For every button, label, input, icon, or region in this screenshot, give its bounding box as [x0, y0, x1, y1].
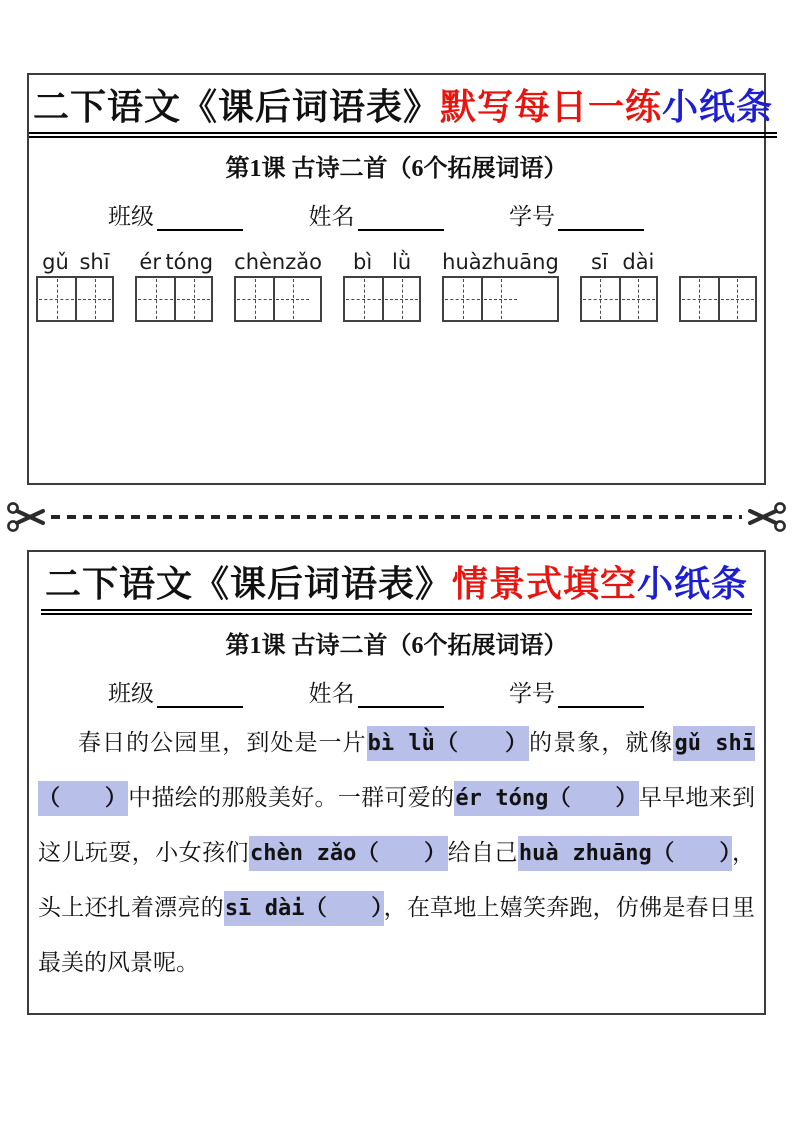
pinyin-syllable: gǔ	[42, 250, 69, 275]
name-field	[309, 675, 444, 708]
passage-blank-er-tong: ér tóng（ ）	[454, 781, 639, 816]
passage-blank-si-dai: sī dài（ ）	[224, 891, 384, 926]
pinyin-label	[580, 245, 658, 276]
class-field	[108, 675, 243, 708]
pinyin-label-empty	[679, 245, 757, 276]
title-red-part: 默写每日一练	[440, 87, 663, 127]
writing-cell	[444, 278, 481, 320]
writing-cell	[481, 278, 518, 320]
writing-cell	[582, 278, 619, 320]
passage-text: 早早地来到这儿玩耍，小女孩们	[38, 785, 756, 866]
name-label: 姓名	[308, 681, 355, 707]
scissors-icon-right	[745, 500, 787, 534]
passage-text: 的景象，就像	[529, 730, 674, 756]
pinyin-syllable: zhuāng	[481, 250, 559, 275]
writing-cell	[718, 278, 755, 320]
pinyin-syllable: chèn	[234, 250, 286, 275]
title-blue-part: 小纸条	[637, 564, 749, 604]
pinyin-syllable: bì	[352, 250, 373, 275]
dictation-title-wrap	[29, 86, 774, 138]
title-blue-part: 小纸条	[662, 87, 774, 127]
name-blank-line	[358, 682, 444, 708]
writing-cell	[345, 278, 382, 320]
student-number-label: 学号	[509, 681, 555, 707]
pinyin-syllable: zǎo	[285, 250, 322, 275]
writing-cell	[382, 278, 419, 320]
cut-line	[6, 497, 787, 537]
writing-cell	[273, 278, 310, 320]
word-column	[135, 245, 213, 322]
writing-cell	[38, 278, 75, 320]
writing-grid-box	[135, 276, 213, 322]
writing-cell	[174, 278, 211, 320]
pinyin-syllable: dài	[622, 250, 655, 275]
pinyin-syllable: shī	[79, 250, 110, 275]
student-number-label: 学号	[509, 204, 555, 230]
writing-grid-box	[343, 276, 421, 322]
student-number-blank-line	[558, 205, 644, 231]
pinyin-label	[135, 245, 213, 276]
fill-in-slip	[27, 550, 766, 1015]
passage-blank-bi-lv: bì lǜ（ ）	[367, 726, 530, 761]
class-blank-line	[157, 205, 243, 231]
dictation-slip	[27, 73, 774, 485]
class-label: 班级	[108, 204, 154, 230]
title-black-part: 二下语文《课后词语表》	[33, 87, 441, 127]
name-label: 姓名	[308, 204, 355, 230]
writing-cell	[137, 278, 174, 320]
word-column	[234, 245, 322, 322]
dashed-cut-line	[51, 515, 742, 519]
word-column	[580, 245, 658, 322]
passage-text: 中描绘的那般美好。一群可爱的	[128, 785, 455, 811]
word-column	[442, 245, 559, 322]
passage-blank-hua-zhuang: huà zhuāng（ ）	[518, 836, 732, 871]
passage-text: 春日的公园里，到处是一片	[78, 730, 367, 756]
student-number-field	[509, 675, 644, 708]
passage-text: 给自己	[447, 840, 518, 866]
word-column-extra	[679, 245, 757, 322]
student-info-fields	[29, 198, 764, 231]
title-black-part: 二下语文《课后词语表》	[44, 564, 452, 604]
class-field	[108, 198, 243, 231]
passage-text: ，在草地上嬉笑奔跑，仿佛是春日里最美的风景呢。	[38, 895, 756, 976]
writing-grid-box	[679, 276, 757, 322]
student-number-blank-line	[558, 682, 644, 708]
fill-in-title	[41, 563, 752, 615]
pinyin-label	[36, 245, 114, 276]
word-column	[343, 245, 421, 322]
writing-grid-box	[580, 276, 658, 322]
lesson-subtitle: 第1课 古诗二首（6个拓展词语）	[225, 633, 568, 660]
writing-cell	[75, 278, 112, 320]
pinyin-syllable: ér	[139, 250, 161, 275]
class-blank-line	[157, 682, 243, 708]
lesson-subtitle: 第1课 古诗二首（6个拓展词语）	[225, 156, 568, 183]
passage-blank-chen-zao: chèn zǎo（ ）	[249, 836, 448, 871]
pinyin-label	[442, 245, 559, 276]
passage-blank-gu-shi: gǔ shī（ ）	[38, 726, 755, 816]
pinyin-syllable: huà	[442, 250, 482, 275]
pinyin-label	[234, 245, 322, 276]
name-blank-line	[358, 205, 444, 231]
dictation-title	[29, 86, 777, 138]
fill-in-passage	[38, 716, 755, 990]
student-number-field	[509, 198, 644, 231]
student-info-fields	[29, 675, 764, 708]
writing-grid-box	[442, 276, 559, 322]
scissors-icon-left	[6, 500, 48, 534]
class-label: 班级	[108, 681, 154, 707]
title-red-part: 情景式填空	[451, 564, 637, 604]
writing-cell	[236, 278, 273, 320]
passage-text: ，头上还扎着漂亮的	[38, 840, 756, 921]
fill-in-title-wrap	[29, 563, 764, 615]
writing-grid-box	[234, 276, 322, 322]
word-column	[36, 245, 114, 322]
pinyin-label	[343, 245, 421, 276]
name-field	[309, 198, 444, 231]
writing-cell	[681, 278, 718, 320]
writing-grid-box	[36, 276, 114, 322]
pinyin-syllable: lǜ	[392, 250, 412, 275]
writing-cell	[619, 278, 656, 320]
pinyin-syllable: tóng	[165, 250, 214, 275]
pinyin-syllable: sī	[591, 250, 608, 275]
pinyin-writing-grid-row	[29, 245, 764, 322]
